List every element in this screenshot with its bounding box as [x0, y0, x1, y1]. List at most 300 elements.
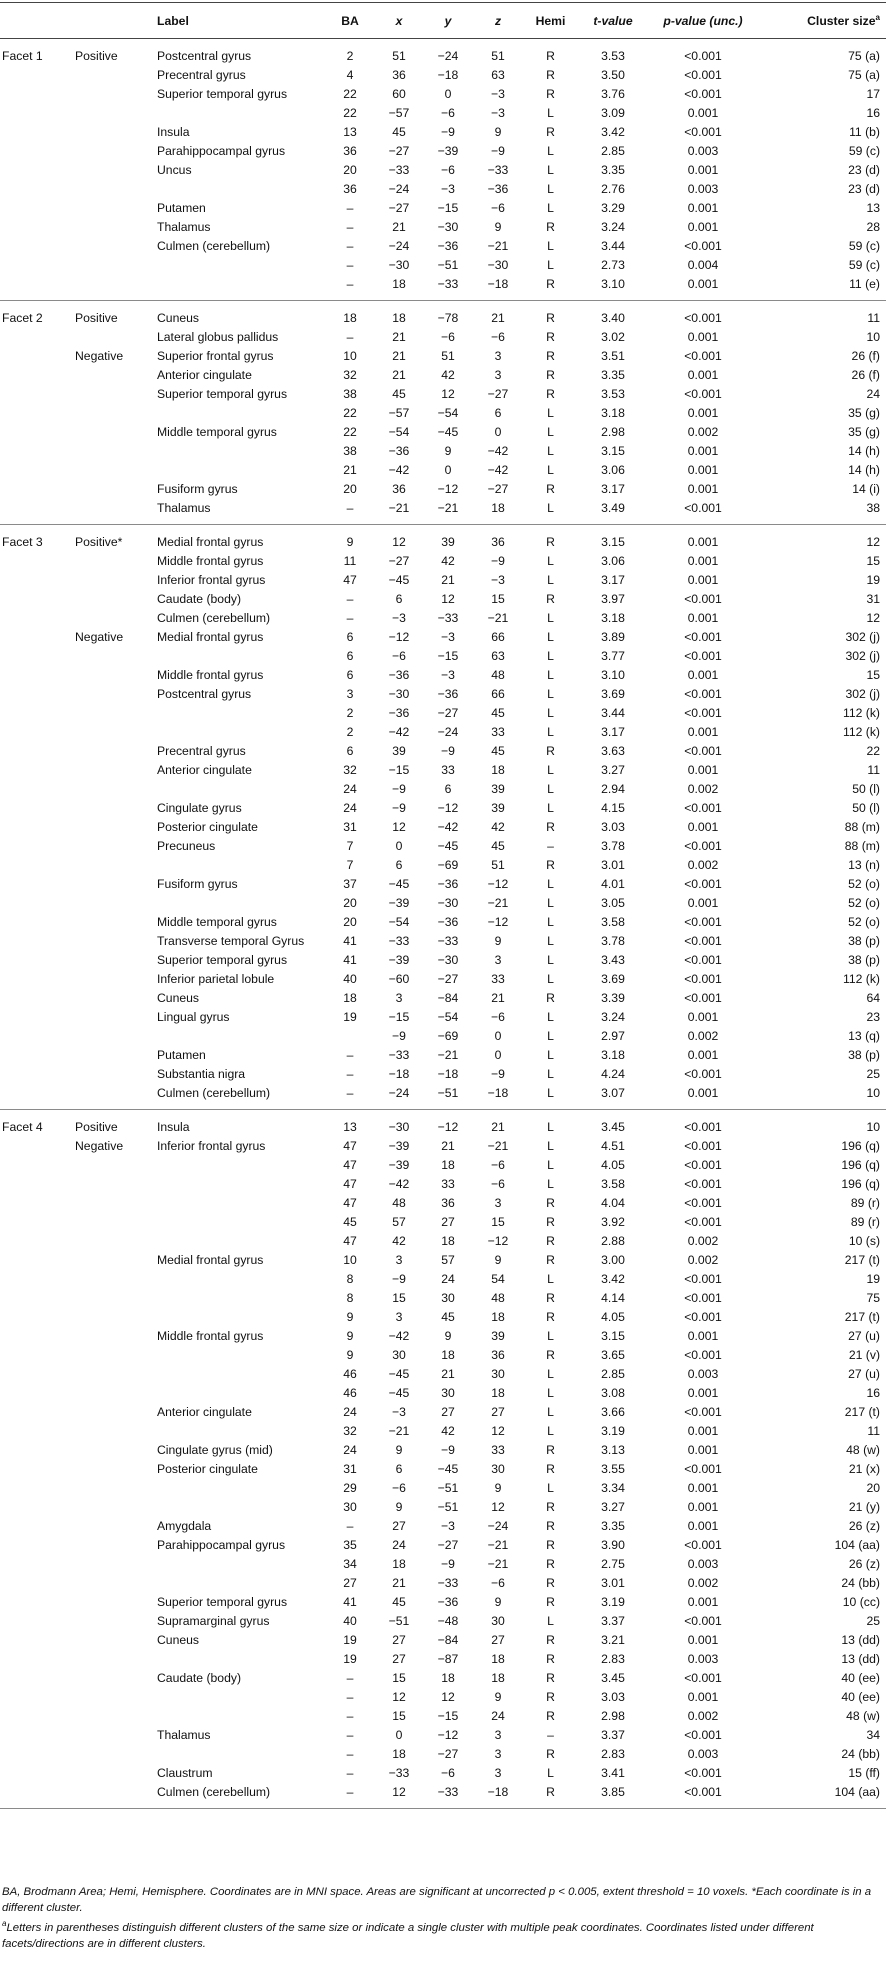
cell-p-value: <0.001	[684, 1405, 722, 1419]
table-row	[0, 609, 886, 628]
cell-cluster-size: 104 (aa)	[834, 1538, 880, 1552]
facet-name	[0, 1498, 72, 1517]
cell-ba: 40	[343, 972, 357, 986]
cell-t-value: 3.92	[601, 1215, 625, 1229]
cell-t-value: 3.09	[601, 106, 625, 120]
cell-cluster-size: 35 (g)	[848, 406, 880, 420]
cell-z: 12	[491, 1424, 505, 1438]
cell-x: −6	[392, 649, 406, 663]
table-row	[0, 856, 886, 875]
cell-t-value: 3.53	[601, 387, 625, 401]
cell-cluster-size: 302 (j)	[845, 649, 880, 663]
cell-y: −30	[437, 953, 459, 967]
direction-cell	[72, 742, 153, 761]
facet-name	[0, 799, 72, 818]
cell-x: 15	[392, 1291, 406, 1305]
region-label: Transverse temporal Gyrus	[157, 934, 305, 948]
table-row	[0, 366, 886, 385]
cell-z: 30	[491, 1614, 505, 1628]
cell-t-value: 3.35	[601, 163, 625, 177]
cell-cluster-size: 40 (ee)	[841, 1690, 880, 1704]
cell-hemi: L	[547, 896, 554, 910]
cell-hemi: L	[547, 1048, 554, 1062]
facet-name	[0, 1384, 72, 1403]
direction-cell: Negative	[75, 349, 124, 363]
cell-t-value: 3.97	[601, 592, 625, 606]
cell-z: 51	[491, 49, 505, 63]
cell-t-value: 2.85	[601, 1367, 625, 1381]
cell-x: −27	[388, 144, 410, 158]
region-label: Cuneus	[157, 1633, 200, 1647]
cell-t-value: 3.45	[601, 1120, 625, 1134]
cell-cluster-size: 26 (z)	[848, 1519, 880, 1533]
direction-cell: Positive	[75, 1120, 118, 1134]
facet-name	[0, 123, 72, 142]
region-label	[153, 1308, 325, 1327]
cell-x: −57	[388, 106, 410, 120]
cell-ba: 22	[343, 87, 357, 101]
cell-cluster-size: 22	[866, 744, 880, 758]
cell-t-value: 3.41	[601, 1766, 625, 1780]
cell-z: 3	[494, 1747, 502, 1761]
region-label: Posterior cingulate	[157, 1462, 258, 1476]
cell-y: −36	[437, 877, 459, 891]
cell-t-value: 3.58	[601, 1177, 625, 1191]
cell-p-value: 0.001	[687, 220, 719, 234]
cell-p-value: <0.001	[684, 991, 722, 1005]
cell-ba: 38	[343, 387, 357, 401]
region-label	[153, 1194, 325, 1213]
cell-hemi: R	[546, 125, 555, 139]
cell-hemi: R	[546, 1310, 555, 1324]
cell-ba: 34	[343, 1557, 357, 1571]
cell-y: 12	[441, 592, 455, 606]
cell-z: −42	[487, 444, 509, 458]
cell-p-value: <0.001	[684, 1538, 722, 1552]
cell-t-value: 2.98	[601, 1709, 625, 1723]
region-label: Putamen	[157, 1048, 206, 1062]
cell-x: 18	[392, 1557, 406, 1571]
region-label: Cuneus	[157, 991, 200, 1005]
cell-cluster-size: 15	[866, 554, 880, 568]
cell-t-value: 3.55	[601, 1462, 625, 1476]
cell-cluster-size: 13 (q)	[848, 1029, 880, 1043]
cell-x: −6	[392, 1481, 406, 1495]
cell-hemi: L	[547, 725, 554, 739]
cell-ba: 10	[343, 349, 357, 363]
direction-cell: Negative	[75, 630, 124, 644]
direction-cell	[72, 366, 153, 385]
cell-z: −33	[487, 163, 509, 177]
cell-y: −24	[437, 49, 459, 63]
cell-p-value: 0.001	[687, 1329, 719, 1343]
cell-cluster-size: 15	[866, 668, 880, 682]
direction-cell	[72, 1688, 153, 1707]
cell-z: −21	[487, 1538, 509, 1552]
cell-ba: 36	[343, 182, 357, 196]
cell-x: −21	[388, 1424, 410, 1438]
cell-ba: 2	[346, 49, 354, 63]
facet-name	[0, 1308, 72, 1327]
cell-z: 9	[494, 125, 502, 139]
direction-cell	[72, 1460, 153, 1479]
cell-y: −30	[437, 896, 459, 910]
direction-cell	[72, 1384, 153, 1403]
cell-z: 27	[491, 1405, 505, 1419]
cell-ba: 29	[343, 1481, 357, 1495]
cell-z: 39	[491, 1329, 505, 1343]
cell-hemi: L	[547, 915, 554, 929]
cell-y: 27	[441, 1405, 455, 1419]
region-label: Thalamus	[157, 1728, 211, 1742]
header-facet	[0, 3, 72, 39]
cell-p-value: 0.001	[687, 668, 719, 682]
cell-x: −21	[375, 499, 423, 525]
cell-y: −15	[437, 201, 459, 215]
direction-cell: Positive	[75, 49, 118, 63]
cell-t-value: 3.77	[601, 649, 625, 663]
cell-ba: 32	[343, 763, 357, 777]
cell-ba: 24	[343, 782, 357, 796]
region-label	[153, 1156, 325, 1175]
region-label: Uncus	[157, 163, 192, 177]
cell-hemi: R	[546, 820, 555, 834]
header-t-value: t-value	[578, 3, 648, 39]
cell-y: 12	[441, 1690, 455, 1704]
cell-hemi: R	[546, 991, 555, 1005]
cell-z: 3	[494, 1766, 502, 1780]
cell-p-value: 0.001	[687, 406, 719, 420]
table-row	[0, 951, 886, 970]
cell-t-value: 2.88	[601, 1234, 625, 1248]
cell-y: −12	[437, 1120, 459, 1134]
cell-p-value: 0.003	[687, 1557, 719, 1571]
region-label: Thalamus	[153, 499, 325, 525]
cell-x: 6	[395, 858, 403, 872]
cell-cluster-size: 27 (u)	[848, 1367, 880, 1381]
facet-name	[0, 1175, 72, 1194]
cell-p-value: 0.002	[687, 1576, 719, 1590]
facet-name	[0, 1612, 72, 1631]
cell-y: −27	[437, 706, 459, 720]
cell-y: 45	[441, 1310, 455, 1324]
table-row	[0, 161, 886, 180]
cell-cluster-size: 28	[866, 220, 880, 234]
region-label: Middle frontal gyrus	[157, 554, 264, 568]
cell-ba: –	[346, 239, 354, 253]
table-row	[0, 1574, 886, 1593]
facet-name	[0, 1650, 72, 1669]
cell-x: −54	[388, 915, 410, 929]
direction-cell	[72, 1365, 153, 1384]
cell-x: −36	[388, 668, 410, 682]
cell-z: 6	[494, 406, 502, 420]
table-row	[0, 1783, 886, 1809]
region-label: Cingulate gyrus	[157, 801, 242, 815]
cell-t-value: 3.10	[578, 275, 648, 301]
facet-name	[0, 1194, 72, 1213]
cell-cluster-size: 10	[758, 1084, 886, 1110]
cell-cluster-size: 34	[866, 1728, 880, 1742]
direction-cell	[72, 1764, 153, 1783]
cell-hemi: –	[547, 839, 554, 853]
cell-ba: 10	[343, 1253, 357, 1267]
cell-p-value: <0.001	[684, 592, 722, 606]
table-row	[0, 1175, 886, 1194]
region-label	[153, 1365, 325, 1384]
table-row	[0, 1612, 886, 1631]
cell-y: −51	[437, 1481, 459, 1495]
cell-y: −30	[437, 220, 459, 234]
cell-ba: 41	[343, 934, 357, 948]
cell-x: −27	[388, 554, 410, 568]
table-row	[0, 1631, 886, 1650]
cell-z: −18	[473, 275, 523, 301]
cell-t-value: 3.58	[601, 915, 625, 929]
cell-p-value: 0.001	[687, 482, 719, 496]
table-row	[0, 1213, 886, 1232]
cell-x: 21	[392, 1576, 406, 1590]
cell-t-value: 4.05	[601, 1158, 625, 1172]
region-label	[153, 1232, 325, 1251]
cell-ba: 40	[343, 1614, 357, 1628]
region-label: Precuneus	[157, 839, 216, 853]
region-label	[153, 461, 325, 480]
cell-x: −9	[392, 801, 406, 815]
facet-name	[0, 275, 72, 301]
facet-name	[0, 237, 72, 256]
cell-y: 12	[441, 387, 455, 401]
direction-cell	[72, 609, 153, 628]
cell-y: 33	[441, 763, 455, 777]
cell-z: 48	[491, 668, 505, 682]
cell-ba: 7	[346, 839, 354, 853]
cell-t-value: 4.14	[601, 1291, 625, 1305]
cell-hemi: L	[547, 687, 554, 701]
cell-hemi: R	[546, 1443, 555, 1457]
cell-y: −12	[437, 1728, 459, 1742]
cell-z: −6	[491, 1010, 505, 1024]
cell-hemi: L	[547, 801, 554, 815]
cell-z: −18	[473, 1084, 523, 1110]
cell-ba: 27	[343, 1576, 357, 1590]
table-row	[0, 818, 886, 837]
region-label: Superior temporal gyrus	[157, 87, 288, 101]
direction-cell	[72, 571, 153, 590]
direction-cell	[72, 423, 153, 442]
cell-hemi: R	[546, 349, 555, 363]
region-label	[153, 404, 325, 423]
table-row	[0, 704, 886, 723]
cell-hemi: R	[546, 1595, 555, 1609]
table-body	[0, 39, 886, 1809]
cell-x: −36	[388, 706, 410, 720]
cell-cluster-size: 217 (t)	[844, 1405, 880, 1419]
cell-y: −84	[437, 991, 459, 1005]
cell-z: −6	[491, 1576, 505, 1590]
cell-cluster-size: 38 (p)	[848, 934, 880, 948]
cell-z: 3	[494, 1728, 502, 1742]
cell-p-value: <0.001	[684, 1120, 722, 1134]
header-cluster-size-sup: a	[875, 12, 880, 22]
direction-cell	[72, 894, 153, 913]
header-x: x	[375, 3, 423, 39]
cell-y: 21	[441, 573, 455, 587]
cell-ba: 37	[343, 877, 357, 891]
cell-z: −42	[487, 463, 509, 477]
table-row	[0, 1536, 886, 1555]
table-row	[0, 1707, 886, 1726]
facet-name	[0, 1574, 72, 1593]
cell-p-value: 0.002	[687, 425, 719, 439]
cell-cluster-size: 10	[866, 1120, 880, 1134]
facet-name	[0, 1084, 72, 1110]
direction-cell	[72, 951, 153, 970]
direction-cell	[72, 666, 153, 685]
cell-t-value: 3.18	[601, 1048, 625, 1062]
cell-x: 3	[395, 1310, 403, 1324]
cell-ba: 19	[343, 1633, 357, 1647]
table-row	[0, 1422, 886, 1441]
region-label	[153, 1422, 325, 1441]
cell-t-value: 3.44	[601, 706, 625, 720]
cell-hemi: L	[547, 649, 554, 663]
table-row	[0, 913, 886, 932]
cell-t-value: 4.05	[601, 1310, 625, 1324]
cell-ba: 6	[346, 668, 354, 682]
cell-x: −54	[388, 425, 410, 439]
facet-name	[0, 818, 72, 837]
cell-p-value: 0.001	[687, 163, 719, 177]
cell-t-value: 3.00	[601, 1253, 625, 1267]
cell-cluster-size: 14 (h)	[848, 444, 880, 458]
cell-z: 12	[491, 1500, 505, 1514]
cell-ba: 21	[343, 463, 357, 477]
table-row	[0, 499, 886, 525]
cell-p-value: 0.002	[687, 1029, 719, 1043]
facet-name	[0, 1327, 72, 1346]
facet-name	[0, 480, 72, 499]
cell-t-value: 2.73	[601, 258, 625, 272]
table-row	[0, 275, 886, 301]
facet-name	[0, 723, 72, 742]
cell-p-value: 0.001	[687, 1386, 719, 1400]
region-label: Medial frontal gyrus	[157, 1253, 264, 1267]
region-label: Middle frontal gyrus	[157, 1329, 264, 1343]
cell-z: 42	[491, 820, 505, 834]
cell-z: −12	[487, 915, 509, 929]
direction-cell: Negative	[75, 1139, 124, 1153]
region-label: Caudate (body)	[157, 1671, 242, 1685]
cell-p-value: <0.001	[684, 87, 722, 101]
region-label: Claustrum	[157, 1766, 213, 1780]
table-row	[0, 1137, 886, 1156]
cell-cluster-size: 64	[866, 991, 880, 1005]
cell-z: −9	[491, 1067, 505, 1081]
cell-hemi: L	[547, 258, 554, 272]
cell-x: −33	[388, 1766, 410, 1780]
cell-t-value: 2.76	[601, 182, 625, 196]
cell-x: 18	[392, 311, 406, 325]
cell-y: −45	[437, 839, 459, 853]
cell-y: −3	[441, 1519, 455, 1533]
facet-name	[0, 1631, 72, 1650]
cell-y: −45	[437, 425, 459, 439]
cell-p-value: 0.001	[687, 330, 719, 344]
region-label: Superior frontal gyrus	[157, 349, 274, 363]
facet-name	[0, 256, 72, 275]
cell-hemi: L	[547, 1029, 554, 1043]
header-p-value-text: p-value (unc.)	[663, 13, 743, 28]
cell-z: 45	[491, 839, 505, 853]
cell-ba: 20	[343, 482, 357, 496]
cell-y: −3	[441, 630, 455, 644]
table-row	[0, 328, 886, 347]
direction-cell: Positive*	[75, 535, 123, 549]
region-label: Thalamus	[157, 220, 211, 234]
cell-y: −36	[437, 1595, 459, 1609]
cell-ba: 22	[343, 425, 357, 439]
cell-ba: 2	[346, 706, 354, 720]
cell-hemi: –	[547, 1728, 554, 1742]
cell-z: 33	[491, 725, 505, 739]
cell-y: 36	[441, 1196, 455, 1210]
table-row	[0, 237, 886, 256]
cell-hemi: L	[547, 934, 554, 948]
direction-cell	[72, 1065, 153, 1084]
cell-y: −3	[441, 182, 455, 196]
cell-hemi: L	[547, 573, 554, 587]
cell-ba: 13	[343, 125, 357, 139]
direction-cell: Positive	[75, 311, 118, 325]
table-row	[0, 1365, 886, 1384]
cell-hemi: R	[546, 1462, 555, 1476]
header-ba: BA	[325, 3, 375, 39]
facet-name	[0, 970, 72, 989]
cell-hemi: L	[547, 1010, 554, 1024]
cell-x: 3	[395, 1253, 403, 1267]
direction-cell	[72, 256, 153, 275]
cell-y: 33	[441, 1177, 455, 1191]
cell-y: −27	[437, 972, 459, 986]
cell-y: −6	[441, 163, 455, 177]
table-row	[0, 685, 886, 704]
cell-x: −30	[388, 258, 410, 272]
cell-y: 18	[441, 1348, 455, 1362]
cell-ba: –	[346, 1690, 354, 1704]
cell-t-value: 3.66	[601, 1405, 625, 1419]
cell-cluster-size: 59 (c)	[848, 239, 880, 253]
cell-p-value: 0.003	[687, 182, 719, 196]
cell-hemi: L	[547, 1120, 554, 1134]
cell-x: 21	[392, 368, 406, 382]
cell-ba: 31	[343, 1462, 357, 1476]
cell-cluster-size: 16	[866, 106, 880, 120]
facet-name	[0, 1479, 72, 1498]
direction-cell	[72, 818, 153, 837]
cell-cluster-size: 89 (r)	[850, 1215, 880, 1229]
cell-p-value: 0.001	[687, 201, 719, 215]
cell-y: 6	[444, 782, 452, 796]
cell-t-value: 3.39	[601, 991, 625, 1005]
cell-ba: 20	[343, 163, 357, 177]
table-row	[0, 123, 886, 142]
region-label	[153, 723, 325, 742]
cell-ba: –	[346, 1671, 354, 1685]
cell-z: −6	[491, 1158, 505, 1172]
cell-y: −33	[437, 611, 459, 625]
footnote-a-mark: a	[2, 1919, 7, 1928]
